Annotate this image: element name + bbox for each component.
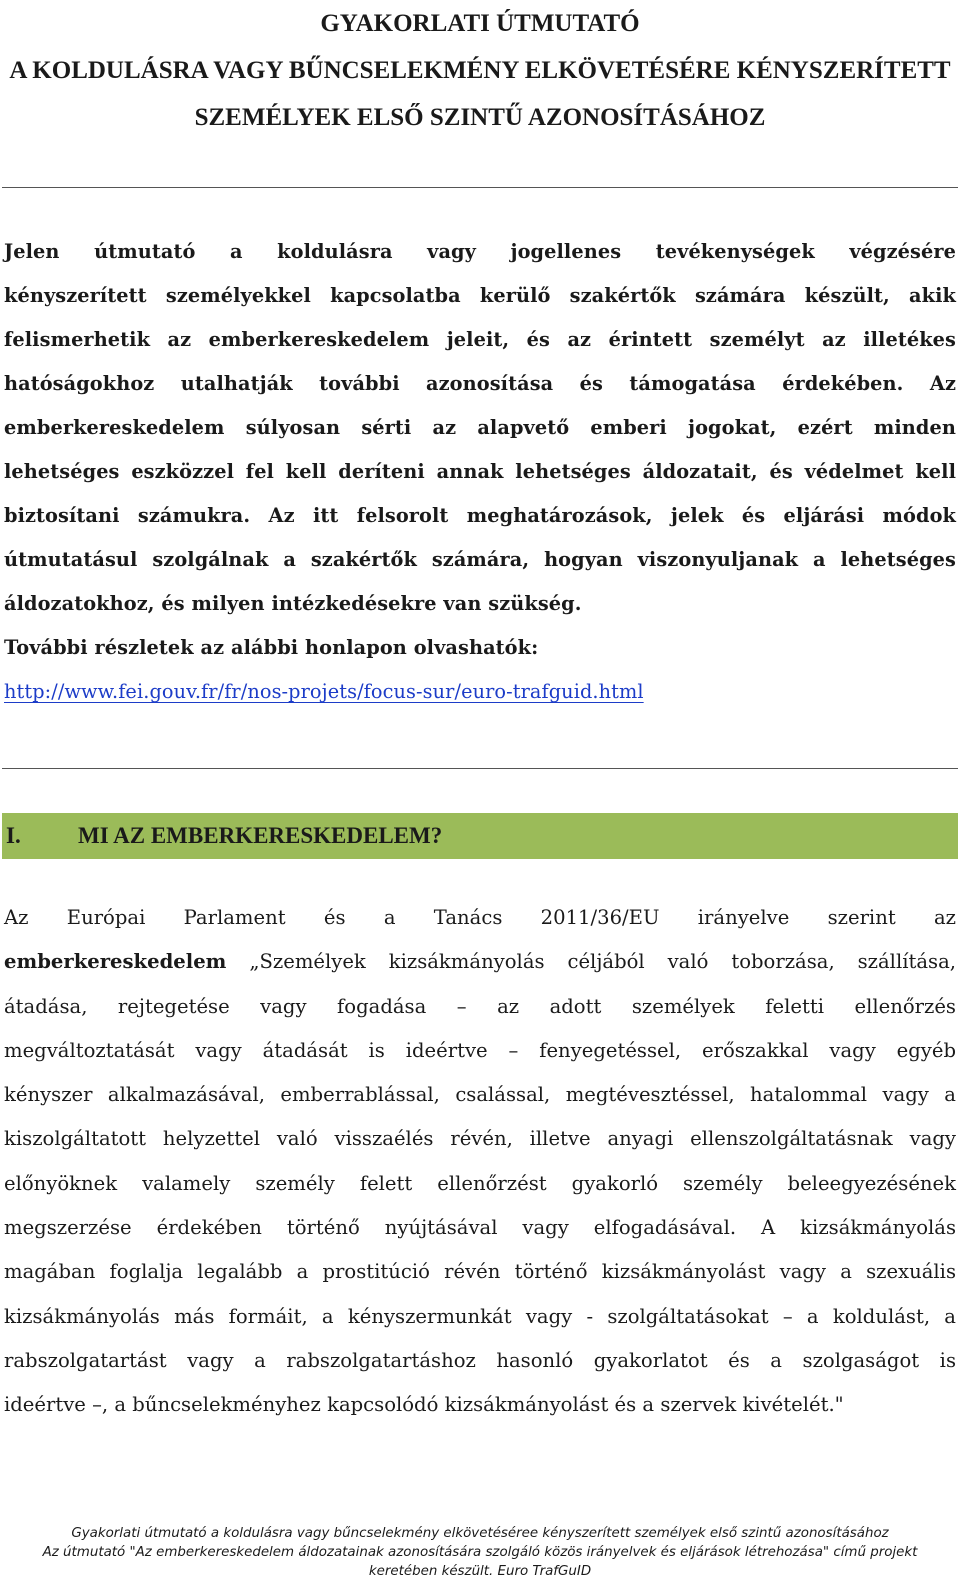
divider-top [2,187,958,188]
intro-line: hatóságokhoz utalhatják további azonosítása és támogatása érdekében. Az [4,372,956,395]
project-link[interactable]: http://www.fei.gouv.fr/fr/nos-projets/focus-sur/euro-trafguid.html [4,680,644,703]
title-line-1: GYAKORLATI ÚTMUTATÓ [320,10,640,37]
title-line-3: SZEMÉLYEK ELSŐ SZINTŰ AZONOSÍTÁSÁHOZ [194,104,766,131]
body-line: Az Európai Parlament és a Tanács 2011/36/EU irányelve szerint az [4,906,956,929]
body-line: megváltoztatását vagy átadását is ideértve – fenyegetéssel, erőszakkal vagy egyéb [4,1038,956,1062]
body-line: kizsákmányolás más formáit, a kényszermunkát vagy - szolgáltatásokat – a koldulást, a [4,1304,956,1328]
body-line: kényszer alkalmazásával, emberrablással, csalással, megtévesztéssel, hatalommal vagy a [4,1083,956,1107]
intro-line: áldozatokhoz, és milyen intézkedésekre van szükség. [4,592,582,615]
document-title [0,0,960,141]
definition-paragraph [4,896,956,1428]
intro-line: felismerhetik az emberkereskedelem jeleit, és az érintett személyt az illetékes [4,328,956,351]
body-line: kiszolgáltatott helyzettel való visszaélés révén, illetve anyagi ellenszolgáltatásnak vagy [4,1127,956,1151]
divider-middle [2,768,958,769]
section-number: I. [6,823,21,848]
body-line: előnyöknek valamely személy felett ellenőrzést gyakorló személy beleegyezésének [4,1171,956,1195]
body-line: ideértve –, a bűncselekményhez kapcsolódó kizsákmányolást és a szervek kivételét." [4,1393,844,1417]
intro-paragraph [4,230,956,714]
body-line: magában foglalja legalább a prostitúció révén történő kizsákmányolást vagy a szexuális [4,1260,956,1284]
body-line [4,940,956,984]
intro-line: További részletek az alábbi honlapon olvashatók: [4,636,539,659]
term-bold: emberkereskedelem [4,950,227,974]
intro-line: Jelen útmutató a koldulásra vagy jogellenes tevékenységek végzésére [4,240,956,263]
section-heading [2,813,958,859]
project-link-line [4,670,956,714]
footer-line: Gyakorlati útmutató a koldulásra vagy bűncselekmény elkövetéséree kényszerített személyek első szintű azonosításához [71,1526,889,1541]
body-line: átadása, rejtegetése vagy fogadása – az adott személyek feletti ellenőrzés [4,994,956,1018]
footer-line: Az útmutató "Az emberkereskedelem áldozatainak azonosítására szolgáló közös irányelvek és eljárások létrehozása" című projekt [42,1545,918,1560]
footer-line: keretében készült. Euro TrafGuID [368,1564,592,1579]
intro-line: útmutatásul szolgálnak a szakértők számára, hogyan viszonyuljanak a lehetséges [4,548,956,571]
intro-line: kényszerített személyekkel kapcsolatba kerülő szakértők számára készült, akik [4,284,956,307]
body-line: megszerzése érdekében történő nyújtásával vagy elfogadásával. A kizsákmányolás [4,1216,956,1240]
title-line-2: A KOLDULÁSRA VAGY BŰNCSELEKMÉNY ELKÖVETÉSÉRE KÉNYSZERÍTETT [9,57,951,84]
intro-line: biztosítani számukra. Az itt felsorolt meghatározások, jelek és eljárási módok [4,504,956,527]
body-line-rest: „Személyek kizsákmányolás céljából való toborzása, szállítása, [226,950,956,974]
intro-line: emberkereskedelem súlyosan sérti az alapvető emberi jogokat, ezért minden [4,416,956,439]
body-line: rabszolgatartást vagy a rabszolgatartáshoz hasonló gyakorlatot és a szolgaságot is [4,1348,956,1372]
page-footer [0,1524,960,1581]
intro-line: lehetséges eszközzel fel kell deríteni annak lehetséges áldozatait, és védelmet kell [4,460,956,483]
section-title: MI AZ EMBERKERESKEDELEM? [78,823,443,848]
